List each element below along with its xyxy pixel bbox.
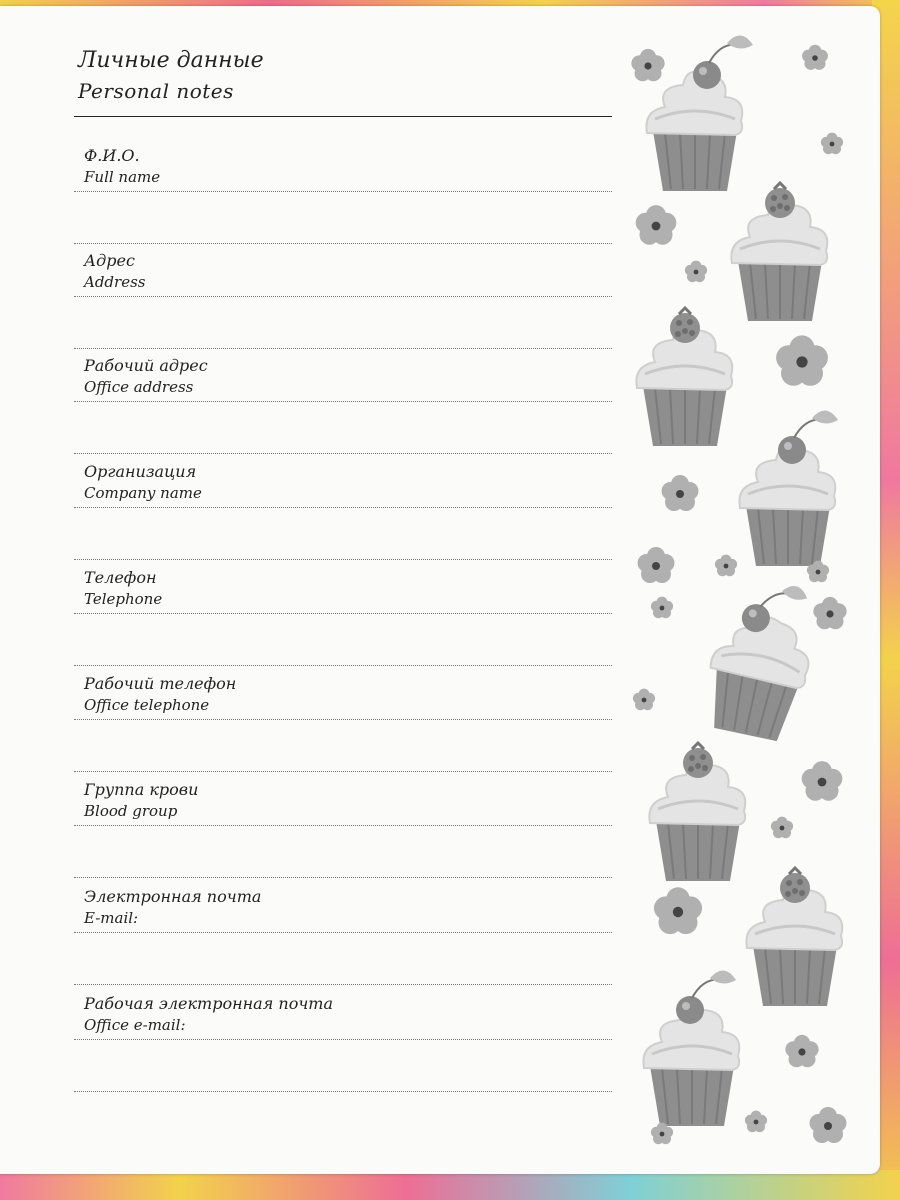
cupcake-icon [739,410,838,566]
cupcake-icon [643,970,739,1126]
flower-icon [631,49,664,81]
write-line[interactable] [74,296,612,297]
field-office-telephone [74,674,612,774]
flower-icon [776,335,828,385]
field-office-email [74,994,612,1104]
flower-icon [802,761,843,801]
flower-icon [685,261,707,283]
field-label-ru: Организация [84,462,197,481]
field-label-ru: Рабочий телефон [84,674,237,693]
field-full-name [74,146,612,246]
title-divider [74,116,612,117]
write-line[interactable] [74,665,612,666]
write-line[interactable] [74,825,612,826]
cupcake-icon [731,183,827,321]
field-label-en: E-mail: [84,909,139,927]
write-line[interactable] [74,932,612,933]
write-line[interactable] [74,984,612,985]
field-label-ru: Ф.И.О. [84,146,140,165]
field-label-en: Company name [84,484,202,502]
flower-icon [638,547,675,583]
flower-icon [662,475,699,511]
flower-icon [636,205,677,245]
page-title-en: Personal notes [78,79,234,103]
write-line[interactable] [74,877,612,878]
field-label-ru: Рабочая электронная почта [84,994,333,1013]
flower-icon [771,817,793,839]
field-label-en: Address [84,273,146,291]
field-label-en: Telephone [84,590,163,608]
field-label-ru: Адрес [84,251,135,270]
field-blood-group [74,780,612,880]
field-office-address [74,356,612,456]
cupcake-icon [636,308,732,446]
write-line[interactable] [74,613,612,614]
flower-icon [813,597,846,629]
flower-icon [785,1035,818,1067]
field-label-en: Full name [84,168,161,186]
write-line[interactable] [74,453,612,454]
write-line[interactable] [74,507,612,508]
write-line[interactable] [74,1091,612,1092]
field-label-ru: Рабочий адрес [84,356,208,375]
write-line[interactable] [74,1039,612,1040]
field-label-ru: Группа крови [84,780,199,799]
flower-icon [821,133,843,155]
write-line[interactable] [74,401,612,402]
flower-icon [745,1111,767,1133]
page-title-ru: Личные данные [78,48,264,73]
field-label-en: Office e-mail: [84,1016,186,1034]
field-address [74,251,612,351]
cupcake-icon [698,572,824,744]
flower-icon [802,45,828,70]
field-telephone [74,568,612,668]
field-label-ru: Телефон [84,568,157,587]
cover-bottom-edge [0,1170,900,1200]
write-line[interactable] [74,348,612,349]
write-line[interactable] [74,191,612,192]
field-label-ru: Электронная почта [84,887,262,906]
flower-icon [715,555,737,577]
cupcake-decoration-column [620,26,880,1174]
flower-icon [810,1107,847,1143]
flower-icon [654,887,702,934]
notebook-page [0,6,880,1174]
field-email [74,887,612,987]
write-line[interactable] [74,243,612,244]
flower-icon [633,689,655,711]
cupcake-icon [649,743,745,881]
write-line[interactable] [74,559,612,560]
field-label-en: Office address [84,378,194,396]
cupcake-icon [746,868,842,1006]
flower-icon [651,597,673,619]
field-label-en: Office telephone [84,696,210,714]
field-company-name [74,462,612,562]
write-line[interactable] [74,719,612,720]
write-line[interactable] [74,771,612,772]
field-label-en: Blood group [84,802,178,820]
